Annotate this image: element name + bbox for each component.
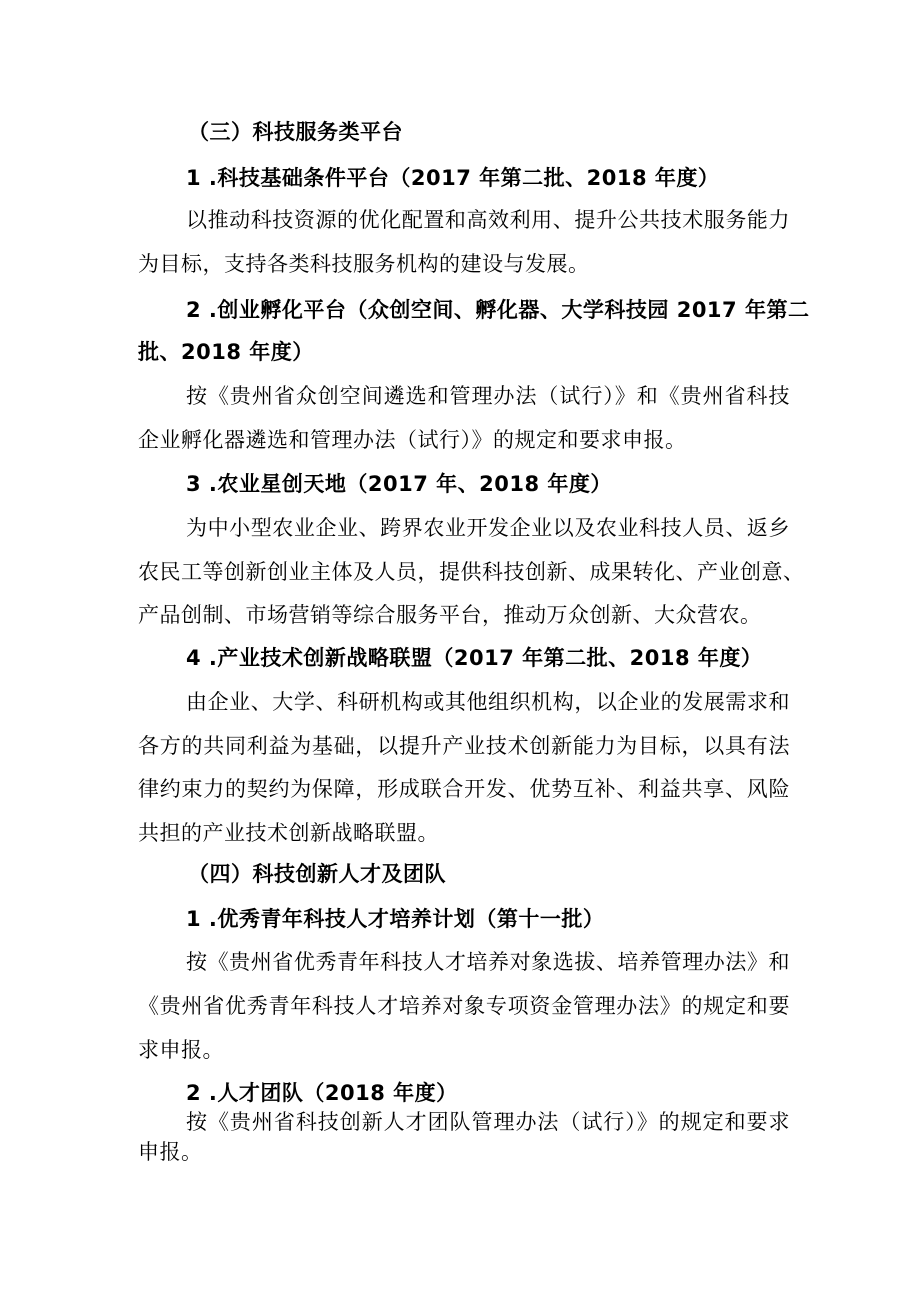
section-4-item-1-body-line-2: 《贵州省优秀青年科技人才培养对象专项资金管理办法》的规定和要 <box>138 994 790 1018</box>
section-3-item-2-body-line-1: 按《贵州省众创空间遴选和管理办法（试行）》和《贵州省科技 <box>186 384 790 408</box>
section-3-item-4-title: 4 .产业技术创新战略联盟（2017 年第二批、2018 年度） <box>186 646 763 670</box>
section-4-item-2-body-line-1: 按《贵州省科技创新人才团队管理办法（试行）》的规定和要求 <box>186 1110 790 1134</box>
section-3-item-3-body-line-1: 为中小型农业企业、跨界农业开发企业以及农业科技人员、返乡 <box>186 516 790 540</box>
section-3-item-3-title: 3 .农业星创天地（2017 年、2018 年度） <box>186 472 612 496</box>
section-3-item-1-body-line-1: 以推动科技资源的优化配置和高效利用、提升公共技术服务能力 <box>186 208 790 232</box>
section-3-item-3-body-line-2: 农民工等创新创业主体及人员，提供科技创新、成果转化、产业创意、 <box>138 560 805 584</box>
section-3-item-4-body-line-4: 共担的产业技术创新战略联盟。 <box>138 821 439 845</box>
section-4-item-1-body-line-1: 按《贵州省优秀青年科技人才培养对象选拔、培养管理办法》和 <box>186 950 790 974</box>
section-3-item-2-body-line-2: 企业孵化器遴选和管理办法（试行）》的规定和要求申报。 <box>138 428 687 452</box>
section-4-heading: （四）科技创新人才及团队 <box>188 862 446 886</box>
section-3-item-2-title-line-2: 批、2018 年度） <box>138 340 314 364</box>
section-3-item-4-body-line-3: 律约束力的契约为保障，形成联合开发、优势互补、利益共享、风险 <box>138 777 790 801</box>
section-3-item-3-body-line-3: 产品创制、市场营销等综合服务平台，推动万众创新、大众营农。 <box>138 603 762 627</box>
section-3-heading: （三）科技服务类平台 <box>188 120 403 144</box>
section-4-item-1-title: 1 .优秀青年科技人才培养计划（第十一批） <box>186 907 605 931</box>
section-4-item-2-body-line-2: 申报。 <box>138 1140 203 1164</box>
section-3-item-1-title: 1 .科技基础条件平台（2017 年第二批、2018 年度） <box>186 166 720 190</box>
section-4-item-1-body-line-3: 求申报。 <box>138 1038 224 1062</box>
section-3-item-4-body-line-1: 由企业、大学、科研机构或其他组织机构，以企业的发展需求和 <box>186 690 790 714</box>
section-3-item-4-body-line-2: 各方的共同利益为基础，以提升产业技术创新能力为目标，以具有法 <box>138 734 790 758</box>
section-4-item-2-title: 2 .人才团队（2018 年度） <box>186 1081 458 1105</box>
section-3-item-2-title-line-1: 2 .创业孵化平台（众创空间、孵化器、大学科技园 2017 年第二 <box>186 298 810 322</box>
section-3-item-1-body-line-2: 为目标，支持各类科技服务机构的建设与发展。 <box>138 252 590 276</box>
